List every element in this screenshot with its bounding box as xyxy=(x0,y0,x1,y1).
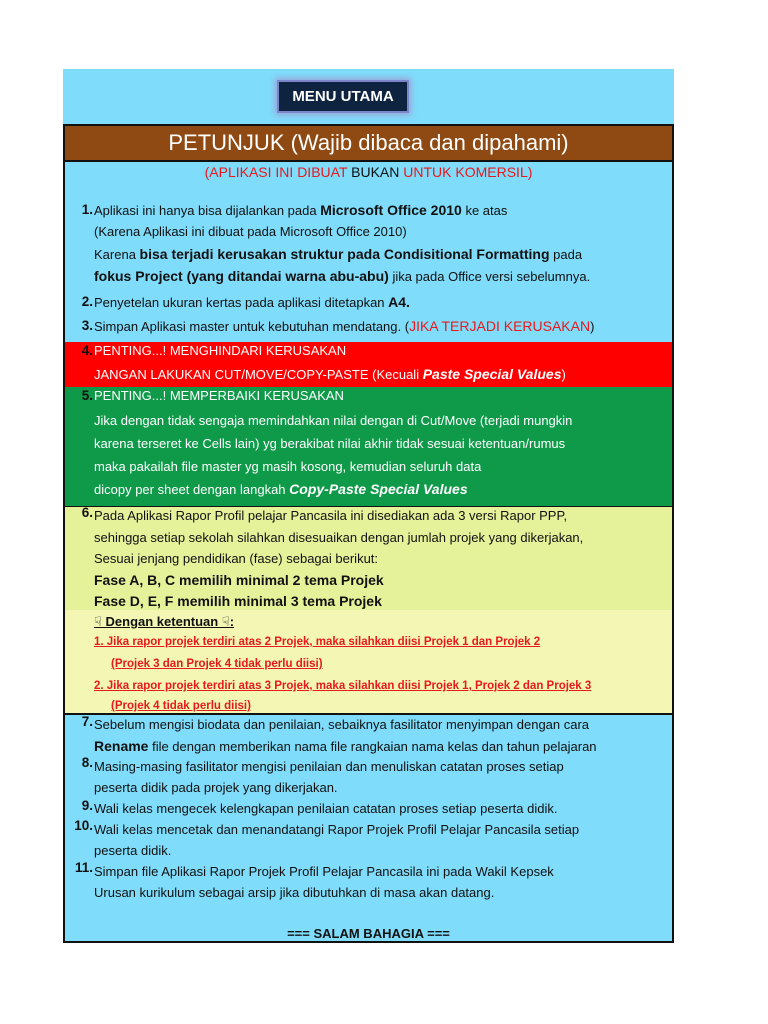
item-7-line-2-b: file dengan memberikan nama file rangkaian nama kelas dan tahun pelajaran xyxy=(148,739,597,754)
item-4-line-2-a: JANGAN LAKUKAN CUT/MOVE/COPY-PASTE (Kecuali xyxy=(94,367,423,382)
item-8-line-1-text: Masing-masing fasilitator mengisi penilaian dan menuliskan catatan proses setiap xyxy=(94,759,564,774)
item-7-line-2-a: Rename xyxy=(94,738,149,754)
subtitle-part2: BUKAN xyxy=(351,164,400,180)
item-6-line-6-text: ☟ Dengan ketentuan ☟: xyxy=(94,614,235,629)
instruction-sheet xyxy=(63,69,674,943)
item-2-text-b: A4. xyxy=(388,294,410,310)
item-11-line-2-text: Urusan kurikulum sebagai arsip jika dibutuhkan di masa akan datang. xyxy=(94,885,495,900)
item-6-note-2-text: 2. Jika rapor projek terdiri atas 3 Projek, maka silahkan diisi Projek 1, Projek 2 dan Projek 3 xyxy=(94,680,592,692)
item-4-line-2-b: Paste Special Values xyxy=(422,366,562,382)
item-9-text: Wali kelas mengecek kelengkapan penilaian catatan proses setiap peserta didik. xyxy=(94,801,558,816)
item-6-note-1b-text: (Projek 3 dan Projek 4 tidak perlu diisi) xyxy=(111,658,323,670)
item-6-line-3-text: Sesuai jenjang pendidikan (fase) sebagai berikut: xyxy=(94,551,379,566)
item-5-line-5-b: Copy-Paste Special Values xyxy=(289,481,468,497)
item-1-line-4-b: jika pada Office versi sebelumnya. xyxy=(388,269,591,284)
item-6-block xyxy=(65,507,672,715)
item-10-number: 10. xyxy=(74,818,93,833)
item-7-number: 7. xyxy=(81,714,93,729)
item-11-number: 11. xyxy=(74,860,93,875)
item-5-line-1-text: PENTING...! MEMPERBAIKI KERUSAKAN xyxy=(94,388,344,403)
item-6-line-1-text: Pada Aplikasi Rapor Profil pelajar Pancasila ini disediakan ada 3 versi Rapor PPP, xyxy=(94,508,568,523)
item-1-line-4-a: fokus Project (yang ditandai warna abu-abu) xyxy=(94,268,389,284)
item-1-line-3-b: bisa terjadi kerusakan struktur pada Condisitional Formatting xyxy=(139,246,550,262)
item-10-line-2-text: peserta didik. xyxy=(94,843,172,858)
item-6-number: 6. xyxy=(81,505,93,520)
item-4-line-2-c: ) xyxy=(561,367,566,382)
item-4-block xyxy=(65,342,672,387)
page-title: PETUNJUK (Wajib dibaca dan dipahami) xyxy=(65,126,672,162)
item-7-line-1-text: Sebelum mengisi biodata dan penilaian, sebaiknya fasilitator menyimpan dengan cara xyxy=(94,717,590,732)
item-3-text-a: Simpan Aplikasi master untuk kebutuhan mendatang. ( xyxy=(94,319,410,334)
item-2-text-a: Penyetelan ukuran kertas pada aplikasi ditetapkan xyxy=(94,295,389,310)
closing-greeting: === SALAM BAHAGIA === xyxy=(287,926,450,941)
item-11-line-1-text: Simpan file Aplikasi Rapor Projek Profil Pelajar Pancasila ini pada Wakil Kepsek xyxy=(94,864,554,879)
subtitle-part1: (APLIKASI INI DIBUAT xyxy=(204,164,352,180)
item-4-line-1-text: PENTING...! MENGHINDARI KERUSAKAN xyxy=(94,343,347,358)
item-1-number: 1. xyxy=(81,202,93,217)
item-10-line-1-text: Wali kelas mencetak dan menandatangi Rapor Projek Profil Pelajar Pancasila setiap xyxy=(94,822,580,837)
item-1-line-2-text: (Karena Aplikasi ini dibuat pada Microsoft Office 2010) xyxy=(94,224,407,239)
subtitle-part3: UNTUK KOMERSIL) xyxy=(399,164,533,180)
subtitle xyxy=(65,164,672,180)
item-8-number: 8. xyxy=(81,755,93,770)
item-5-block xyxy=(65,387,672,508)
item-6-line-5-text: Fase D, E, F memilih minimal 3 tema Projek xyxy=(94,593,382,609)
menu-utama-button[interactable]: MENU UTAMA xyxy=(277,80,409,113)
item-6-note-2b-text: (Projek 4 tidak perlu diisi) xyxy=(111,700,251,712)
item-5-line-4-text: maka pakailah file master yg masih kosong, kemudian seluruh data xyxy=(94,459,482,474)
item-9-number: 9. xyxy=(81,798,93,813)
item-3-text-c: ) xyxy=(590,319,595,334)
item-8-line-2-text: peserta didik pada projek yang dikerjakan. xyxy=(94,780,338,795)
item-3-text-b: JIKA TERJADI KERUSAKAN xyxy=(409,318,591,334)
item-5-line-2-text: Jika dengan tidak sengaja memindahkan nilai dengan di Cut/Move (terjadi mungkin xyxy=(94,413,573,428)
item-5-line-3-text: karena terseret ke Cells lain) yg berakibat nilai akhir tidak sesuai ketentuan/rumus xyxy=(94,436,566,451)
instruction-frame xyxy=(63,124,674,943)
item-1-text-b: Microsoft Office 2010 xyxy=(320,202,462,218)
item-3-number: 3. xyxy=(81,318,93,333)
item-1-line-3-c: pada xyxy=(549,247,583,262)
item-6-line-4-text: Fase A, B, C memilih minimal 2 tema Projek xyxy=(94,572,384,588)
item-6-note-1-text: 1. Jika rapor projek terdiri atas 2 Projek, maka silahkan diisi Projek 1 dan Projek 2 xyxy=(94,636,541,648)
item-5-line-5-a: dicopy per sheet dengan langkah xyxy=(94,482,290,497)
item-6-line-2-text: sehingga setiap sekolah silahkan disesuaikan dengan jumlah projek yang dikerjakan, xyxy=(94,530,584,545)
item-4-number: 4. xyxy=(81,343,93,358)
item-5-number: 5. xyxy=(81,388,93,403)
item-1-line-3-a: Karena xyxy=(94,247,140,262)
item-1-text-a: Aplikasi ini hanya bisa dijalankan pada xyxy=(94,203,321,218)
item-2-number: 2. xyxy=(81,294,93,309)
item-1-text-c: ke atas xyxy=(461,203,508,218)
